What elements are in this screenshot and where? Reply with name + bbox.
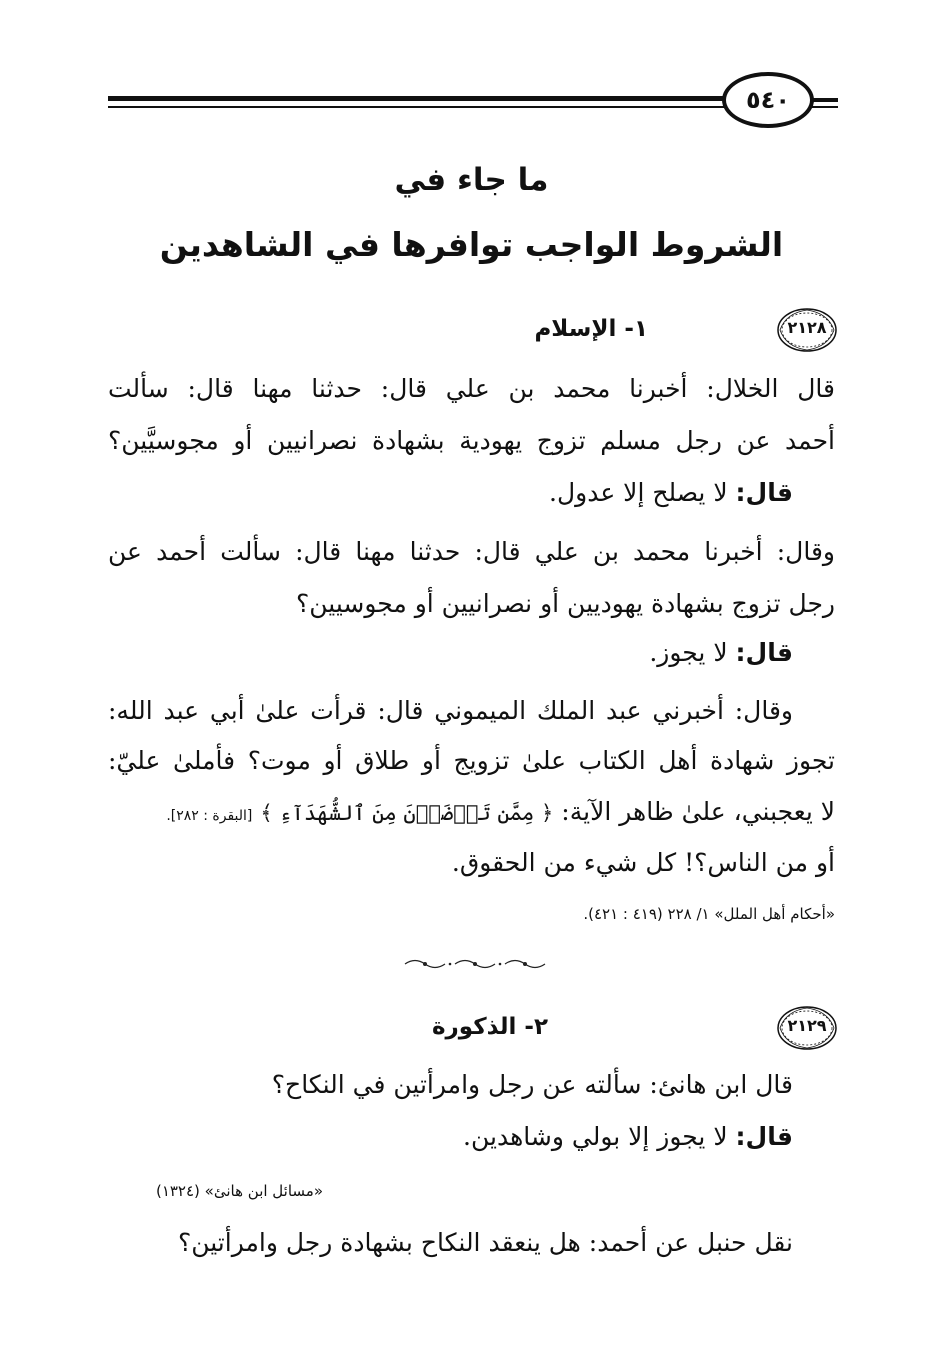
answer-text: لا يصلح إلا عدول.	[549, 478, 728, 507]
source-citation: «مسائل ابن هانئ» (١٣٢٤)	[155, 1182, 323, 1200]
ornament-divider-icon	[400, 957, 550, 971]
text-line: وقال: أخبرني عبد الملك الميموني قال: قرأت علىٰ أبي عبد الله:	[108, 696, 793, 725]
answer-text: لا يجوز.	[649, 638, 728, 667]
section-number-badge	[776, 307, 838, 353]
section-title: ٢- الذكورة	[431, 1014, 548, 1040]
chapter-title-line1: ما جاء في	[394, 162, 549, 198]
text-line: وقال: أخبرنا محمد بن علي قال: حدثنا مهنا قال: سألت أحمد عن	[108, 537, 835, 566]
answer-line	[66, 636, 793, 670]
page-number: ٥٤٠	[722, 72, 814, 128]
text-line: أحمد عن رجل مسلم تزوج يهودية بشهادة نصرانيين أو مجوسيَّين؟	[108, 426, 835, 455]
quran-line	[108, 795, 835, 833]
answer-label: قال:	[735, 478, 793, 507]
answer-line	[66, 476, 793, 510]
header-rule-thick	[108, 96, 726, 101]
text-line: قال ابن هانئ: سألته عن رجل وامرأتين في النكاح؟	[271, 1070, 793, 1099]
section-number-badge	[776, 1005, 838, 1051]
quran-verse: ﴿ مِمَّن تَرۡضَوۡنَ مِنَ ٱلشُّهَدَآءِ ﴾	[260, 801, 554, 825]
answer-label: قال:	[735, 638, 793, 667]
answer-line	[66, 1120, 793, 1154]
text-line: رجل تزوج بشهادة يهوديين أو نصرانيين أو مجوسيين؟	[295, 589, 835, 618]
header-rule-thin	[108, 106, 726, 108]
source-citation: «أحكام أهل الملل» ١/ ٢٢٨ (٤١٩ : ٤٢١).	[583, 905, 835, 923]
chapter-title-line2: الشروط الواجب توافرها في الشاهدين	[159, 225, 784, 264]
section-title: ١- الإسلام	[534, 316, 648, 342]
section-number: ٢١٢٨	[787, 318, 827, 337]
text-line: أو من الناس؟! كل شيء من الحقوق.	[451, 848, 835, 877]
quran-line-text: لا يعجبني، علىٰ ظاهر الآية:	[561, 797, 835, 826]
text-line: قال الخلال: أخبرنا محمد بن علي قال: حدثنا مهنا قال: سألت	[108, 374, 835, 403]
text-line: تجوز شهادة أهل الكتاب علىٰ تزويج أو طلاق أو موت؟ فأملىٰ عليّ:	[108, 746, 835, 775]
text-line: نقل حنبل عن أحمد: هل ينعقد النكاح بشهادة رجل وامرأتين؟	[177, 1228, 793, 1257]
answer-text: لا يجوز إلا بولي وشاهدين.	[463, 1122, 728, 1151]
answer-label: قال:	[735, 1122, 793, 1151]
quran-reference: [البقرة : ٢٨٢].	[166, 808, 253, 824]
section-number: ٢١٢٩	[787, 1016, 827, 1035]
